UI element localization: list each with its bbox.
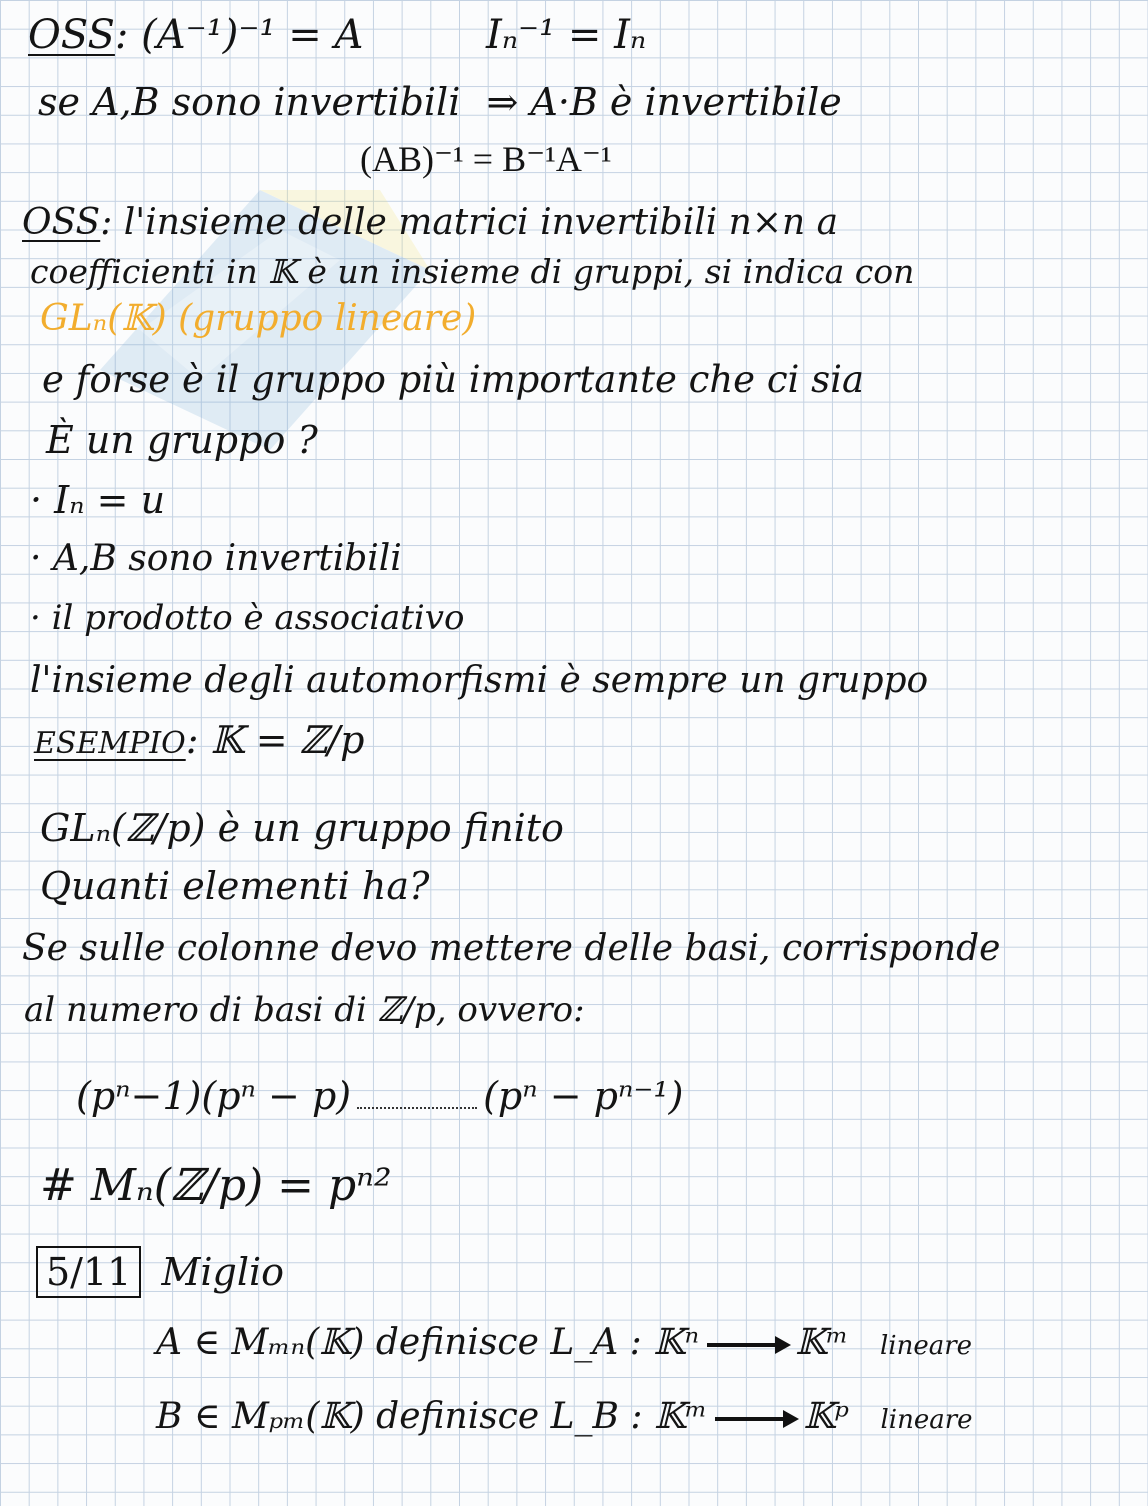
product-inverse-formula: (AB)⁻¹ = B⁻¹A⁻¹ xyxy=(360,139,612,179)
arrow-icon xyxy=(707,1343,787,1347)
bullet-identity: · Iₙ = u xyxy=(30,478,166,522)
bullet-invertible: · A,B sono invertibili xyxy=(30,538,402,579)
note-line-7: e forse è il gruppo più importante che ci sia xyxy=(42,358,865,401)
note-line-21: A ∈ Mₘₙ(𝕂) definisce L_A : 𝕂ⁿ 𝕂ᵐ lineare xyxy=(156,1322,973,1363)
oss-label: OSS xyxy=(28,12,115,58)
matrix-count-formula: # Mₙ(ℤ/p) = pⁿ² xyxy=(40,1160,392,1211)
note-line-1 xyxy=(28,12,646,58)
inverse-identity: : (A⁻¹)⁻¹ = A xyxy=(114,12,364,58)
gl-definition: GLₙ(𝕂) (gruppo lineare) xyxy=(40,298,477,339)
bullet-associative: · il prodotto è associativo xyxy=(30,598,465,638)
note-line-12: l'insieme degli automorfismi è sempre un gruppo xyxy=(30,660,929,701)
bases-count-formula: (pⁿ−1)(pⁿ − p) (pⁿ − pⁿ⁻¹) xyxy=(76,1074,684,1118)
note-line-4: OSS: l'insieme delle matrici invertibili n×n a xyxy=(22,202,839,243)
note-line-15: Quanti elementi ha? xyxy=(40,864,430,908)
note-line-5: coefficienti in 𝕂 è un insieme di gruppi, si indica con xyxy=(30,252,915,291)
note-line-22: B ∈ Mₚₘ(𝕂) definisce L_B : 𝕂ᵐ 𝕂ᵖ lineare xyxy=(156,1396,973,1437)
identity-inverse: Iₙ⁻¹ = Iₙ xyxy=(486,12,647,58)
note-line-8: È un gruppo ? xyxy=(46,418,318,462)
note-line-14: GLₙ(ℤ/p) è un gruppo finito xyxy=(40,806,564,850)
note-line-2: se A,B sono invertibili ⇒ A·B è invertibile xyxy=(38,80,842,124)
ellipsis-dots xyxy=(357,1106,477,1109)
esempio-label: ESEMPIO xyxy=(34,726,186,761)
note-line-20: 5/11 Miglio xyxy=(36,1246,284,1298)
date-box: 5/11 xyxy=(36,1246,141,1298)
arrow-icon xyxy=(715,1417,795,1421)
oss-label-2: OSS xyxy=(22,202,101,243)
note-line-17: al numero di basi di ℤ/p, ovvero: xyxy=(24,990,585,1030)
note-line-13: ESEMPIO: 𝕂 = ℤ/p xyxy=(34,718,365,762)
note-line-16: Se sulle colonne devo mettere delle basi, corrisponde xyxy=(22,928,1001,969)
